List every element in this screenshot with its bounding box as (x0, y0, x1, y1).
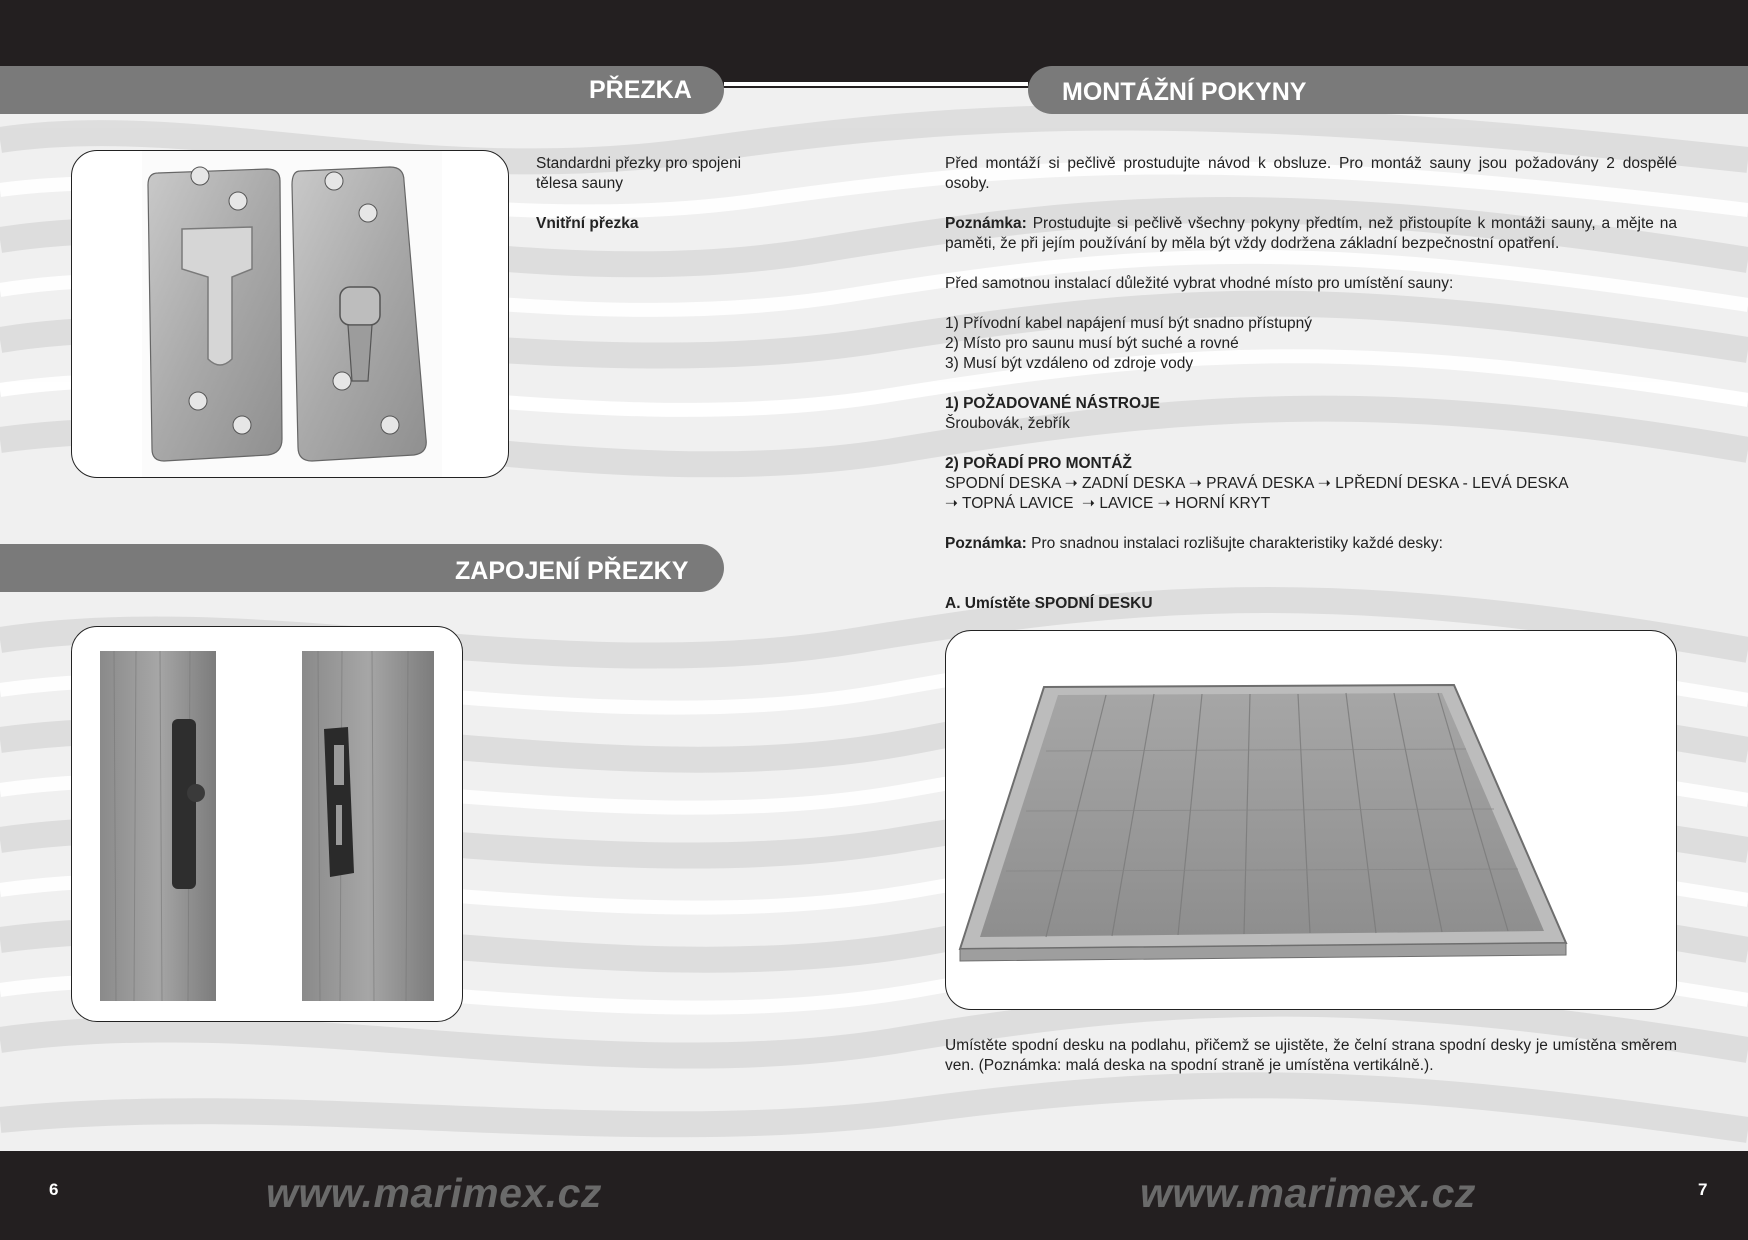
buckle-caption (536, 154, 836, 234)
page-number-left: 6 (49, 1180, 59, 1199)
note2-paragraph (945, 534, 1677, 554)
order-line1: SPODNÍ DESKA ➝ ZADNÍ DESKA ➝ PRAVÁ DESKA ➝ LPŘEDNÍ DESKA - LEVÁ DESKA (945, 475, 1569, 492)
page-number-right: 7 (1698, 1180, 1708, 1199)
order-heading: 2) POŘADÍ PRO MONTÁŽ (945, 455, 1132, 472)
requirement-3: 3) Musí být vzdáleno od zdroje vody (945, 355, 1194, 372)
instructions-heading: MONTÁŽNÍ POKYNY (1062, 78, 1307, 106)
requirement-1: 1) Přívodní kabel napájení musí být snadno přístupný (945, 315, 1313, 332)
connection-heading: ZAPOJENÍ PŘEZKY (455, 557, 689, 585)
connected-buckle-image (72, 627, 462, 1021)
buckle-caption-line2: tělesa sauny (536, 175, 624, 192)
requirement-2: 2) Místo pro saunu musí být suché a rovné (945, 335, 1239, 352)
buckle-caption-line1: Standardni přezky pro spojeni (536, 155, 742, 172)
inner-buckle-label: Vnitřní přezka (536, 215, 639, 232)
note2-text: Pro snadnou instalaci rozlišujte charakteristiky každé desky: (1031, 535, 1443, 552)
bottom-paragraph: Umístěte spodní desku na podlahu, přičemž se ujistěte, že čelní strana spodní desky je umístěna směrem ven. (Poznámka: malá deska na spodní straně je umístěna vertikálně.). (945, 1037, 1677, 1074)
step-a-label: A. Umístěte SPODNÍ DESKU (945, 595, 1153, 612)
base-board-image (946, 631, 1676, 1009)
website-url-left[interactable]: www.marimex.cz (266, 1170, 602, 1216)
note1-text: Prostudujte si pečlivě všechny pokyny předtím, než přistoupíte k montáži sauny, a mějte na paměti, že při jejím používání by měla být vždy dodržena základní bezpečnostní opatření. (945, 215, 1677, 252)
note2-label: Poznámka: (945, 535, 1027, 552)
header-divider-line (724, 82, 1028, 86)
tools-heading: 1) POŽADOVANÉ NÁSTROJE (945, 395, 1161, 412)
note1-label: Poznámka: (945, 215, 1027, 232)
buckle-plates-image (72, 151, 508, 477)
placement-intro: Před samotnou instalací důležité vybrat vhodné místo pro umístění sauny: (945, 275, 1454, 292)
footer-bar (0, 1151, 1748, 1240)
order-line2: ➝ TOPNÁ LAVICE ➝ LAVICE ➝ HORNÍ KRYT (945, 495, 1271, 512)
buckle-photo-panel (71, 150, 509, 478)
intro-paragraph: Před montáží si pečlivě prostudujte návod k obsluze. Pro montáž sauny jsou požadovány 2 dospělé osoby. (945, 155, 1677, 192)
website-url-right[interactable]: www.marimex.cz (1140, 1170, 1476, 1216)
connection-photo-panel (71, 626, 463, 1022)
instructions-text (945, 154, 1677, 554)
tools-text: Šroubovák, žebřík (945, 415, 1070, 432)
step-a (945, 594, 1153, 614)
base-board-photo-panel (945, 630, 1677, 1010)
buckle-heading: PŘEZKA (589, 76, 692, 104)
note1-paragraph (945, 214, 1677, 254)
